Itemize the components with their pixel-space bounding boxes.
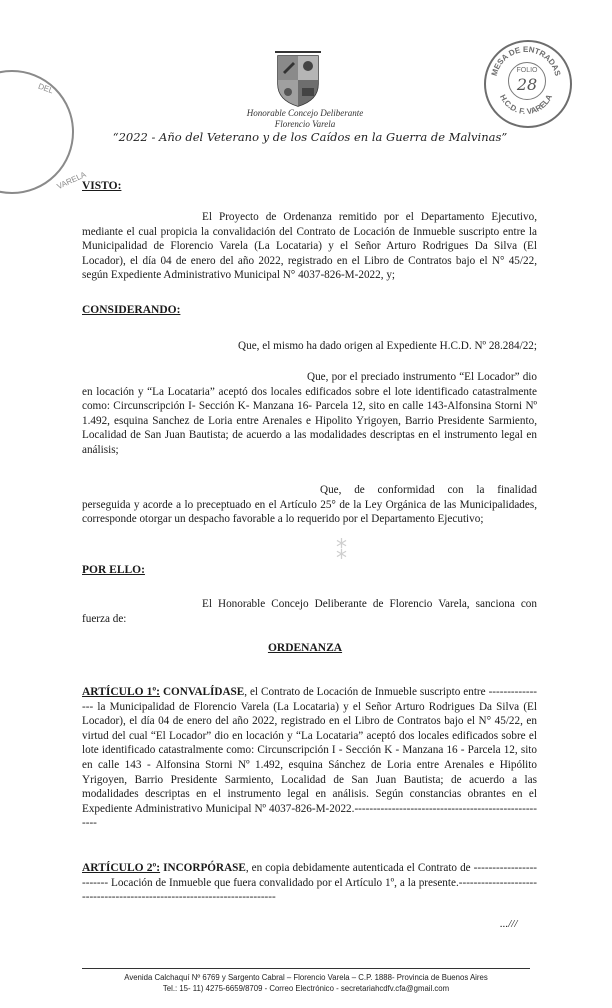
considerando-heading: CONSIDERANDO:	[82, 304, 181, 316]
page-continuation-marker: ...///	[500, 918, 518, 930]
stamp-folio-label: FOLIO	[516, 67, 538, 74]
considerando-paragraph-2: Que, por el preciado instrumento “El Locador” dio en locación y “La Locataria” aceptó dos locales edificados sobre el lote identificado catastralmente como: Circunscripción I- Sección K- Manzana 16- Parcela 12, sito en calle 143-Alfonsina Storni Nº 1.492, esquina Sanchez de Loria entre Arenales e Hipolito Yrigoyen, Barrio Presidente Sarmiento, Localidad de San Juan Bautista; de acuerdo a las modalidades descriptas en el instrumento legal en análisis;	[82, 371, 537, 456]
por-ello-heading: POR ELLO:	[82, 564, 145, 576]
articulo-2-text: , en copia debidamente autenticada el Contrato de ------------------------ Locación de Inmueble que fuera convalidado por el Artículo 1º, a la presente.-------------------------------------------------------------------------	[82, 862, 538, 904]
footer-divider	[82, 968, 530, 969]
articulo-1-keyword: CONVALÍDASE	[162, 686, 245, 698]
footer-contact: Tel.: 15- 11) 4275-6659/8709 - Correo Electrónico - secretariahcdfv.cfa@gmail.com	[162, 984, 450, 993]
articulo-2-label: ARTÍCULO 2º:	[82, 862, 161, 874]
articulo-1-text: , el Contrato de Locación de Inmueble suscripto entre ---------------- la Municipalidad de Florencio Varela (La Locataria) y el Señor Arturo Rodrigues Da Silva (El Locador), el día 04 de enero del año 2022, registrado en el Libro de Contratos bajo el N° 45/22, en virtud del cual “El Locador” dio en locación y “La Locataria” aceptó dos locales edificados sobre el lote identificado catastralmente como: Circunscripción I - Sección K - Manzana 16 - Parcela 12, sito en calle 143 - Alfonsina Storni Nº 1.492, esquina Sánchez de Loria entre Arenales e Hipólito Yrigoyen, Barrio Presidente Sarmiento, Localidad de San Juan Bautista; de acuerdo a las modalidades descriptas en el instrumento legal en análisis. Según constancias obrantes en el Expediente Administrativo Municipal Nº 4037-826-M-2022.-----------------------------------------------------	[82, 686, 538, 830]
stamp-top-text: MESA DE ENTRADAS	[489, 44, 563, 78]
city-name: Florencio Varela	[274, 119, 336, 129]
faint-pen-mark: ⁑	[336, 540, 347, 565]
ordenanza-title: ORDENANZA	[267, 642, 343, 654]
year-motto: “2022 - Año del Veterano y de los Caídos en la Guerra de Malvinas”	[112, 130, 508, 144]
institution-name: Honorable Concejo Deliberante	[246, 108, 364, 118]
mesa-de-entradas-stamp	[484, 40, 572, 128]
por-ello-paragraph: El Honorable Concejo Deliberante de Florencio Varela, sanciona con fuerza de:	[82, 598, 537, 625]
considerando-paragraph-3: Que, de conformidad con la finalidad perseguida y acorde a lo preceptuado en el Artículo 25° de la Ley Orgánica de las Municipalidades, corresponde otorgar un despacho favorable a lo requerido por el Departamento Ejecutivo;	[82, 484, 537, 526]
left-stamp-text-top: DEL	[36, 81, 55, 96]
left-stamp-text-bottom: VARELA	[55, 169, 88, 192]
left-partial-stamp	[0, 60, 90, 200]
articulo-1-label: ARTÍCULO 1º:	[82, 686, 160, 698]
crest-logo	[273, 50, 323, 108]
stamp-folio-number: 28	[516, 75, 538, 94]
articulo-1	[82, 685, 537, 831]
visto-paragraph: El Proyecto de Ordenanza remitido por el Departamento Ejecutivo, mediante el cual propicia la convalidación del Contrato de Locación de Inmueble suscripto entre la Municipalidad de Florencio Varela (La Locataria) y el Señor Arturo Rodrigues Da Silva (El Locador), el día 04 de enero del año 2022, registrado en el Libro de Contratos bajo el N° 45/22, según Expediente Administrativo Municipal N° 4037-826-M-2022, y;	[82, 211, 537, 282]
stamp-bottom-text: H.C.D. F. VARELA	[497, 93, 555, 117]
articulo-2	[82, 861, 537, 905]
visto-heading: VISTO:	[82, 180, 122, 192]
articulo-2-keyword: INCORPÓRASE	[163, 862, 246, 874]
considerando-paragraph-1: Que, el mismo ha dado origen al Expediente H.C.D. Nº 28.284/22;	[238, 340, 537, 352]
footer-address: Avenida Calchaquí Nº 6769 y Sargento Cabral – Florencio Varela – C.P. 1888- Provincia de Buenos Aires	[124, 973, 488, 982]
